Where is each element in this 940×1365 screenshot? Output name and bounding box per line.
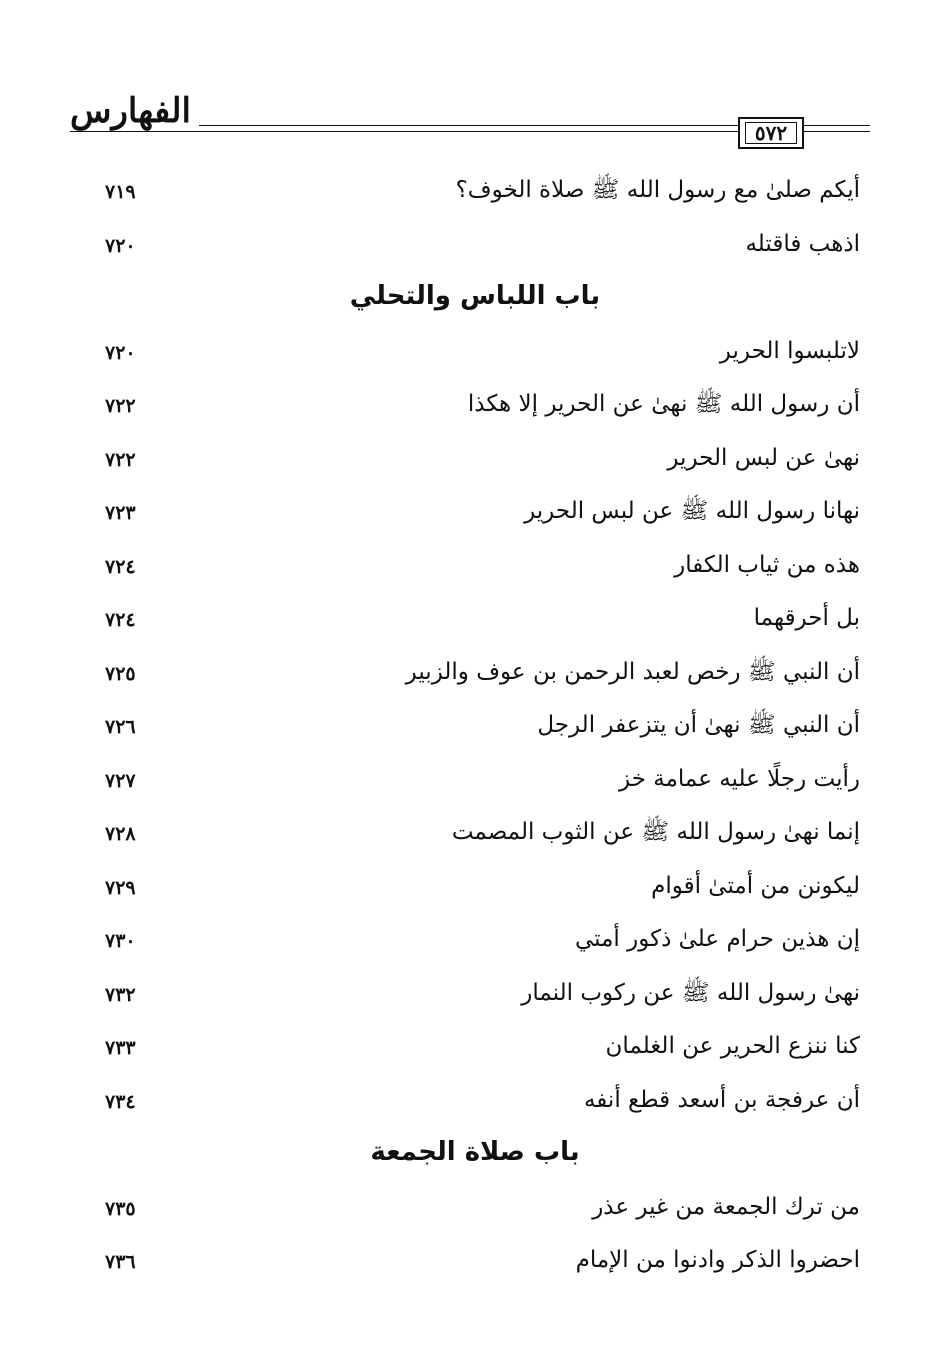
entry-page-number: ٧٣٦: [105, 1251, 136, 1273]
page-number: ٥٧٢: [738, 117, 804, 149]
entry-text: نهانا رسول الله ﷺ عن لبس الحرير: [524, 498, 860, 524]
entry-text: اذهب فاقتله: [745, 230, 860, 257]
index-entry: [90, 165, 860, 219]
entry-page-number: ٧٢٥: [105, 662, 136, 685]
entry-page-number: ٧٣٠: [105, 930, 136, 952]
running-title: الفهارس: [70, 95, 199, 127]
entry-text: هذه من ثياب الكفار: [674, 551, 860, 578]
index-entry: [90, 647, 860, 701]
entry-text: رأيت رجلًا عليه عمامة خز: [619, 765, 860, 792]
entry-text: من ترك الجمعة من غير عذر: [592, 1193, 860, 1220]
section-heading-text: باب صلاة الجمعة: [370, 1137, 580, 1167]
page-header: [70, 91, 870, 155]
index-entry: [90, 379, 860, 433]
entry-page-number: ٧٢٠: [105, 234, 136, 257]
entry-text: أن عرفجة بن أسعد قطع أنفه: [583, 1086, 860, 1113]
index-entry: [90, 754, 860, 808]
entry-page-number: ٧٢٧: [105, 769, 136, 792]
index-entry: [90, 593, 860, 647]
entry-text: كنا ننزع الحرير عن الغلمان: [605, 1033, 860, 1059]
section-heading: [90, 272, 860, 326]
index-entry: [90, 433, 860, 487]
index-entry: [90, 1075, 860, 1129]
entry-page-number: ٧٢٢: [105, 448, 136, 471]
index-entry: [90, 1182, 860, 1236]
entry-text: إنما نهىٰ رسول الله ﷺ عن الثوب المصمت: [451, 819, 860, 845]
index-list: [90, 165, 860, 1289]
entry-text: إن هذين حرام علىٰ ذكور أمتي: [575, 926, 860, 952]
entry-page-number: ٧٢٤: [105, 609, 136, 631]
entry-page-number: ٧٣٥: [105, 1197, 136, 1220]
index-entry: [90, 700, 860, 754]
entry-page-number: ٧٢٢: [105, 395, 136, 417]
entry-text: نهىٰ رسول الله ﷺ عن ركوب النمار: [521, 979, 860, 1006]
entry-page-number: ٧٣٤: [105, 1090, 136, 1113]
index-entry: [90, 861, 860, 915]
entry-text: نهىٰ عن لبس الحرير: [667, 444, 860, 471]
entry-page-number: ٧٢٠: [105, 341, 136, 364]
section-heading-text: باب اللباس والتحلي: [349, 281, 601, 311]
index-entry: [90, 807, 860, 861]
index-entry: [90, 968, 860, 1022]
entry-page-number: ٧٢٣: [105, 502, 136, 524]
entry-page-number: ٧٢٤: [105, 555, 136, 578]
entry-text: أيكم صلىٰ مع رسول الله ﷺ صلاة الخوف؟: [455, 177, 860, 203]
entry-text: بل أحرقهما: [753, 605, 860, 631]
entry-text: احضروا الذكر وادنوا من الإمام: [575, 1247, 860, 1273]
entry-page-number: ٧٣٣: [105, 1037, 136, 1059]
index-entry: [90, 219, 860, 273]
entry-page-number: ٧١٩: [105, 181, 136, 203]
index-entry: [90, 326, 860, 380]
index-entry: [90, 914, 860, 968]
index-entry: [90, 1021, 860, 1075]
entry-page-number: ٧٣٢: [105, 983, 136, 1006]
entry-text: أن رسول الله ﷺ نهىٰ عن الحرير إلا هكذا: [467, 391, 860, 417]
entry-text: أن النبي ﷺ رخص لعبد الرحمن بن عوف والزبير: [405, 658, 860, 685]
index-entry: [90, 486, 860, 540]
index-entry: [90, 540, 860, 594]
entry-text: أن النبي ﷺ نهىٰ أن يتزعفر الرجل: [537, 712, 860, 738]
entry-page-number: ٧٢٨: [105, 823, 136, 845]
entry-text: لاتلبسوا الحرير: [719, 337, 860, 364]
entry-page-number: ٧٢٩: [105, 876, 136, 899]
entry-text: ليكونن من أمتىٰ أقوام: [651, 872, 860, 899]
entry-page-number: ٧٢٦: [105, 716, 136, 738]
index-entry: [90, 1235, 860, 1289]
section-heading: [90, 1128, 860, 1182]
